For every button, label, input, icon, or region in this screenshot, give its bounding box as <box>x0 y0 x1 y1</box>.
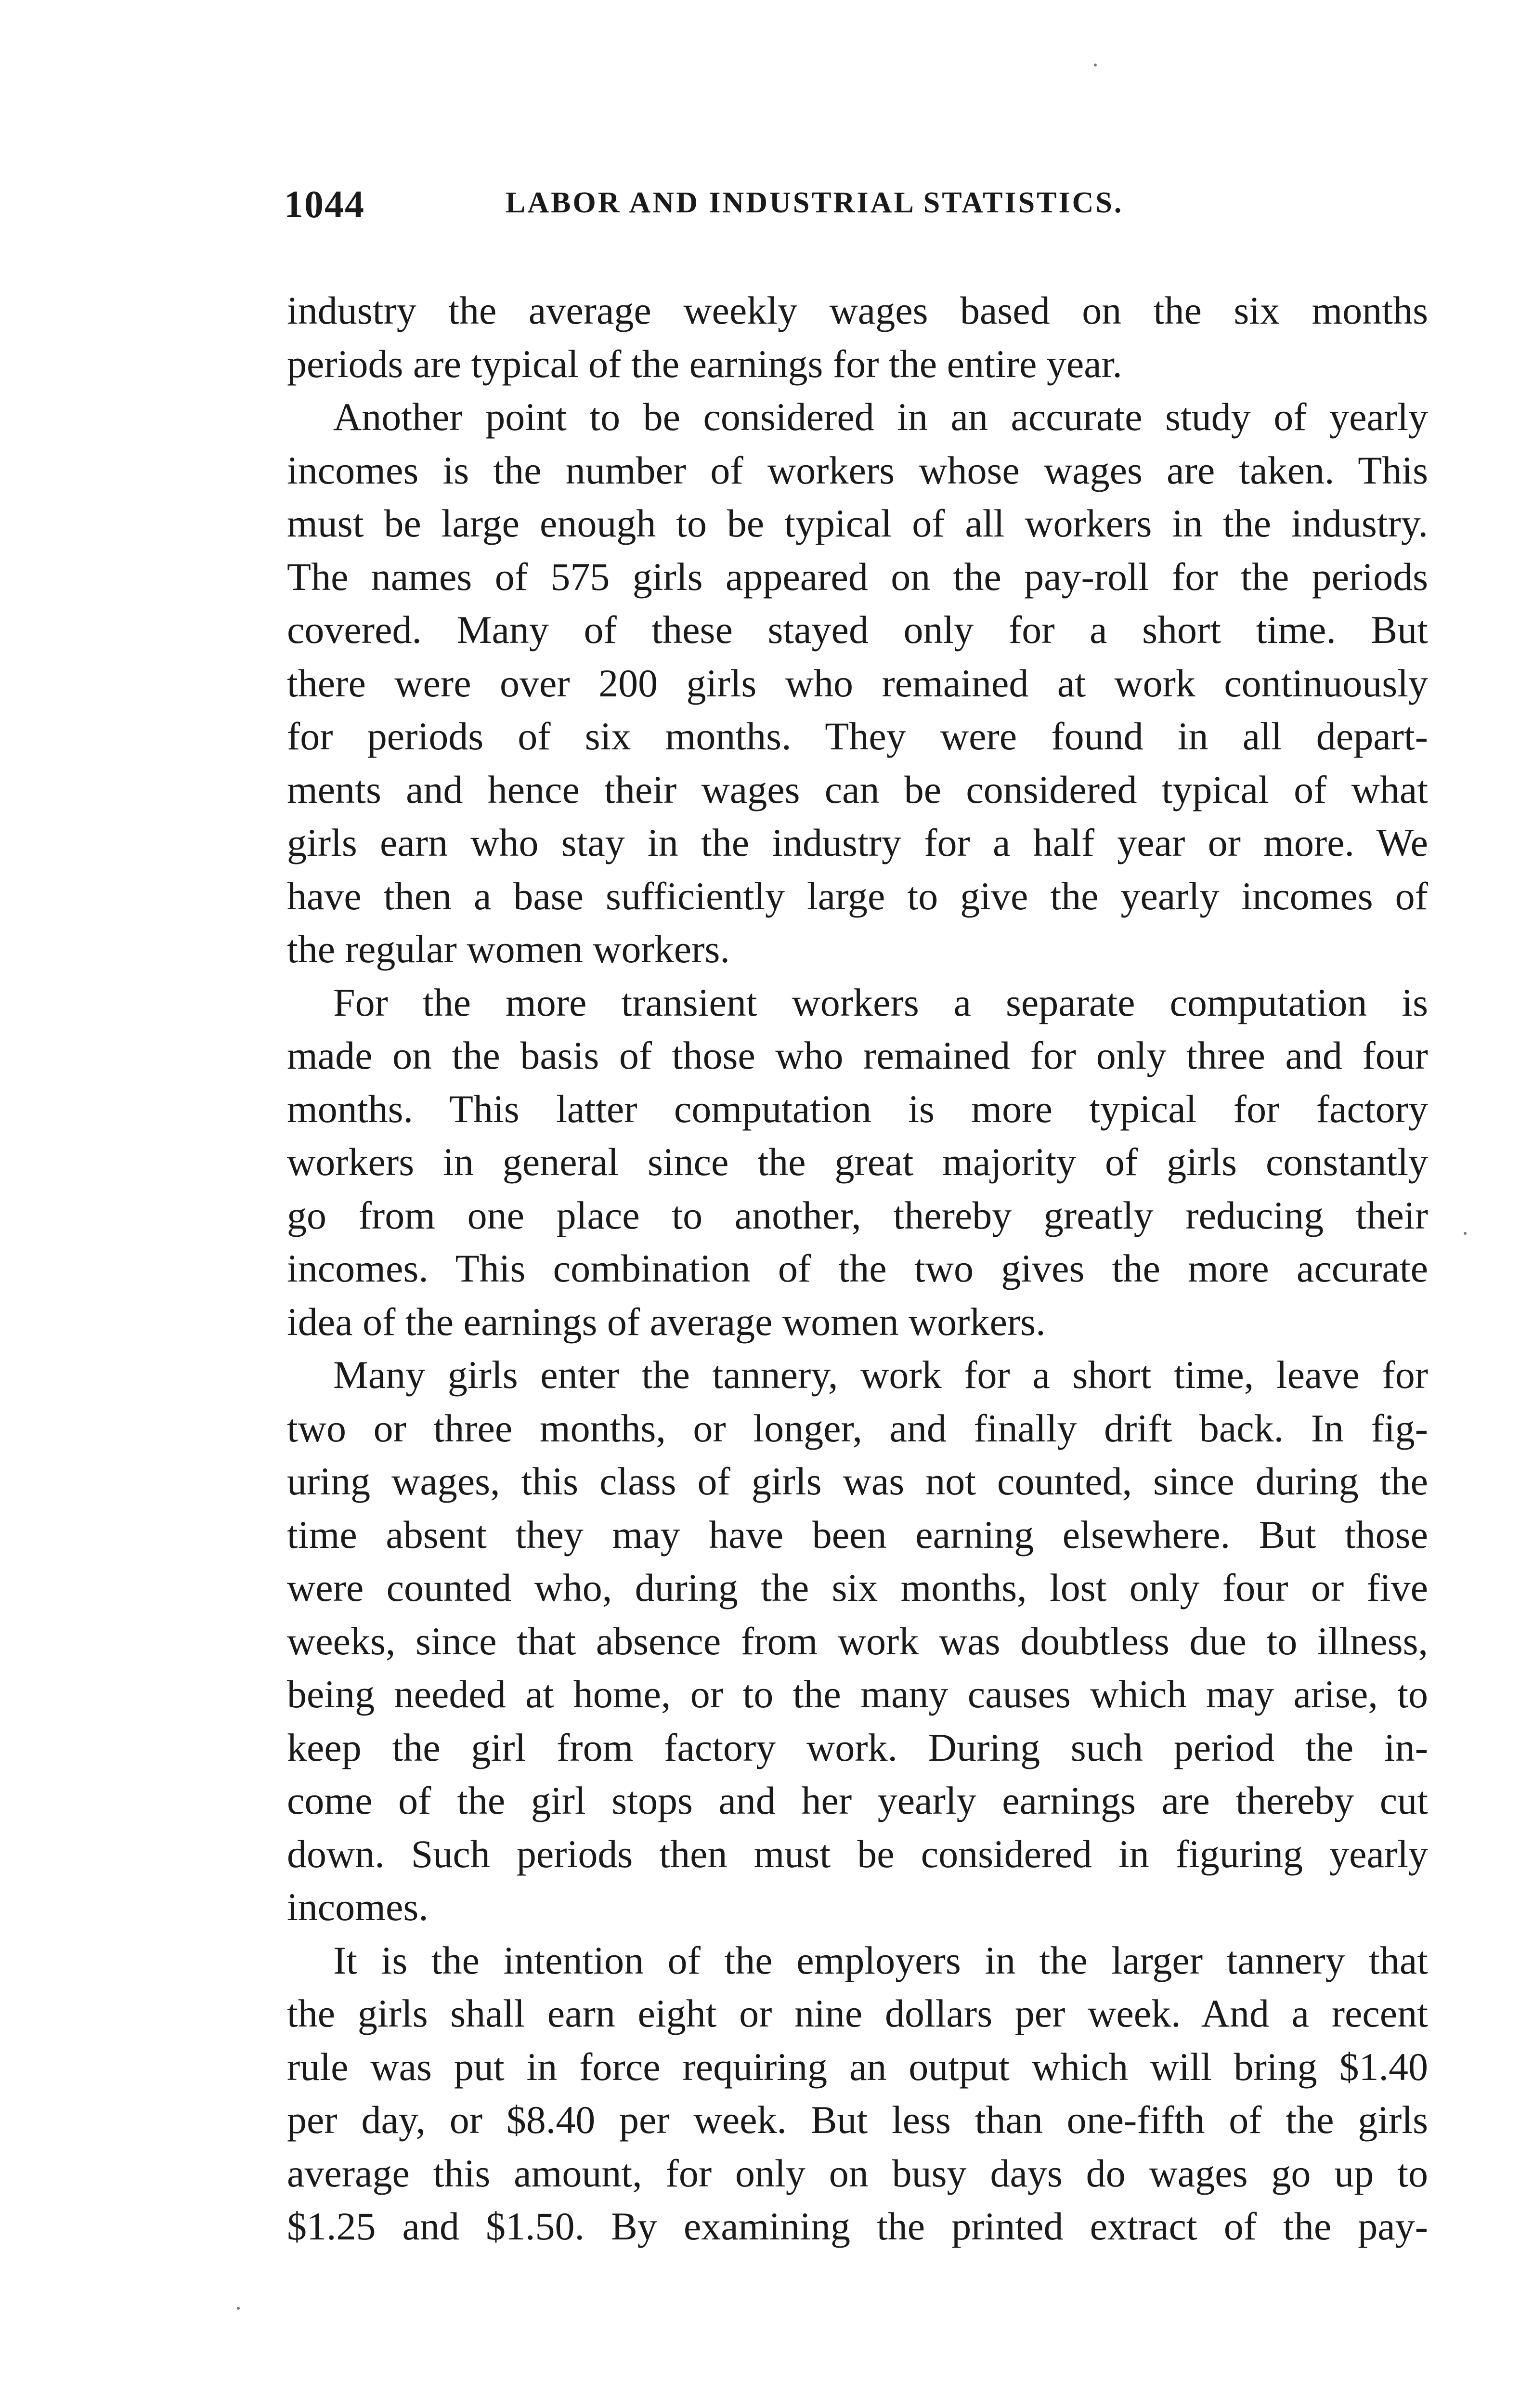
paragraph <box>287 391 1428 976</box>
page-number: 1044 <box>284 183 365 226</box>
page-header <box>284 183 1430 241</box>
text-line: incomes. This combination of the two gives the more accurate <box>287 1246 1428 1290</box>
paragraph <box>287 976 1428 1349</box>
text-line: uring wages, this class of girls was not counted, since during the <box>287 1459 1428 1503</box>
text-line: two or three months, or longer, and finally drift back. In fig- <box>287 1406 1428 1450</box>
text-line: idea of the earnings of average women workers. <box>287 1299 1046 1344</box>
text-line: the regular women workers. <box>287 927 730 971</box>
text-line: industry the average weekly wages based on the six months <box>287 288 1428 332</box>
text-line: the girls shall earn eight or nine dollars per week. And a recent <box>287 1991 1428 2035</box>
text-line: It is the intention of the employers in the larger tannery that <box>333 1938 1428 1982</box>
text-line: being needed at home, or to the many causes which may arise, to <box>287 1672 1428 1716</box>
text-line: months. This latter computation is more typical for factory <box>287 1086 1428 1131</box>
text-line: periods are typical of the earnings for the entire year. <box>287 341 1122 386</box>
text-line: there were over 200 girls who remained at work continuously <box>287 661 1428 705</box>
text-line: covered. Many of these stayed only for a short time. But <box>287 608 1428 652</box>
paragraph <box>287 284 1428 391</box>
text-line: average this amount, for only on busy days do wages go up to <box>287 2151 1428 2195</box>
text-line: incomes. <box>287 1885 429 1929</box>
text-line: ments and hence their wages can be considered typical of what <box>287 767 1428 811</box>
text-line: rule was put in force requiring an output which will bring $1.40 <box>287 2044 1428 2089</box>
text-line: were counted who, during the six months, lost only four or five <box>287 1566 1428 1610</box>
text-line: made on the basis of those who remained for only three and four <box>287 1034 1428 1077</box>
text-line: workers in general since the great majority of girls constantly <box>287 1140 1428 1184</box>
text-line: go from one place to another, thereby greatly reducing their <box>287 1193 1428 1237</box>
text-line: $1.25 and $1.50. By examining the printed extract of the pay- <box>287 2204 1428 2248</box>
text-line: Many girls enter the tannery, work for a short time, leave for <box>333 1353 1428 1397</box>
text-line: come of the girl stops and her yearly earnings are thereby cut <box>287 1779 1428 1822</box>
text-line: keep the girl from factory work. During such period the in- <box>287 1725 1428 1769</box>
text-line: incomes is the number of workers whose wages are taken. This <box>287 448 1428 492</box>
paragraph <box>287 1348 1428 1934</box>
paragraph <box>287 1934 1428 2253</box>
text-line: per day, or $8.40 per week. But less than one-fifth of the girls <box>287 2098 1428 2142</box>
scan-speck <box>1464 1232 1467 1235</box>
text-line: down. Such periods then must be considered in figuring yearly <box>287 1832 1428 1876</box>
text-line: Another point to be considered in an accurate study of yearly <box>333 395 1428 439</box>
running-head: LABOR AND INDUSTRIAL STATISTICS. <box>506 186 1124 219</box>
text-line: have then a base sufficiently large to give the yearly incomes of <box>287 874 1428 918</box>
text-line: weeks, since that absence from work was doubtless due to illness, <box>287 1619 1428 1663</box>
text-line: For the more transient workers a separate computation is <box>333 980 1428 1024</box>
scan-speck <box>237 2307 240 2310</box>
text-line: must be large enough to be typical of all workers in the industry. <box>287 501 1428 545</box>
body-text <box>287 284 1428 2253</box>
text-line: for periods of six months. They were found in all depart- <box>287 714 1428 758</box>
text-line: time absent they may have been earning elsewhere. But those <box>287 1512 1428 1557</box>
text-line: The names of 575 girls appeared on the pay-roll for the periods <box>287 554 1428 599</box>
scan-speck <box>1094 64 1097 66</box>
text-line: girls earn who stay in the industry for a half year or more. We <box>287 821 1428 864</box>
